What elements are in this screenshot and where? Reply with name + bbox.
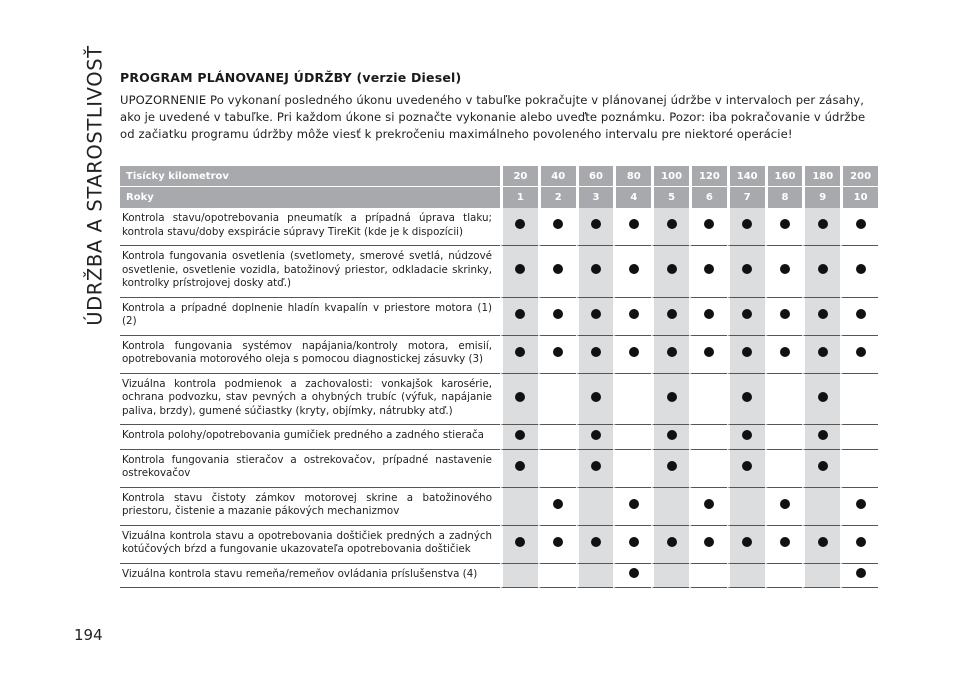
schedule-cell [689,526,727,564]
schedule-cell [538,336,576,374]
schedule-cell [613,564,651,589]
schedule-cell [689,425,727,450]
filled-circle-icon [742,392,752,402]
filled-circle-icon [780,347,790,357]
filled-circle-icon [818,430,828,440]
filled-circle-icon [856,347,866,357]
header-km-6: 140 [727,166,765,187]
filled-circle-icon [818,264,828,274]
filled-circle-icon [629,309,639,319]
filled-circle-icon [515,461,525,471]
filled-circle-icon [629,219,639,229]
filled-circle-icon [553,219,563,229]
schedule-cell [651,298,689,336]
schedule-cell [727,336,765,374]
filled-circle-icon [704,264,714,274]
filled-circle-icon [856,499,866,509]
filled-circle-icon [591,309,601,319]
schedule-cell [613,425,651,450]
filled-circle-icon [704,347,714,357]
schedule-cell [651,425,689,450]
filled-circle-icon [553,537,563,547]
schedule-cell [727,526,765,564]
row-description: Kontrola fungovania systémov napájania/kontroly motora, emisií, opotrebovania motorového oleja s pomocou diagnostickej zásuvky (3) [120,336,500,374]
header-years-label: Roky [120,187,500,208]
schedule-cell [727,298,765,336]
schedule-cell [840,208,878,246]
filled-circle-icon [780,219,790,229]
schedule-cell [802,336,840,374]
schedule-cell [802,298,840,336]
header-year-7: 8 [765,187,803,208]
filled-circle-icon [667,264,677,274]
schedule-cell [538,488,576,526]
schedule-cell [765,208,803,246]
schedule-cell [802,374,840,426]
schedule-cell [765,488,803,526]
table-row [120,246,878,298]
header-km-2: 60 [576,166,614,187]
filled-circle-icon [856,264,866,274]
schedule-cell [765,526,803,564]
table-row [120,488,878,526]
header-row-kilometers [120,166,878,187]
schedule-cell [576,564,614,589]
schedule-cell [802,208,840,246]
row-description: Vizuálna kontrola stavu remeňa/remeňov ovládania príslušenstva (4) [120,564,500,589]
filled-circle-icon [704,309,714,319]
schedule-cell [651,208,689,246]
filled-circle-icon [818,347,828,357]
schedule-cell [500,208,538,246]
schedule-cell [538,526,576,564]
header-km-8: 180 [802,166,840,187]
filled-circle-icon [515,347,525,357]
schedule-cell [765,246,803,298]
filled-circle-icon [515,309,525,319]
header-year-3: 4 [613,187,651,208]
schedule-cell [613,208,651,246]
schedule-cell [765,450,803,488]
filled-circle-icon [818,309,828,319]
schedule-cell [840,336,878,374]
filled-circle-icon [856,219,866,229]
schedule-cell [538,425,576,450]
filled-circle-icon [780,264,790,274]
filled-circle-icon [742,430,752,440]
header-km-4: 100 [651,166,689,187]
header-km-label: Tisícky kilometrov [120,166,500,187]
table-row [120,526,878,564]
schedule-cell [727,246,765,298]
schedule-cell [840,425,878,450]
filled-circle-icon [856,568,866,578]
filled-circle-icon [591,347,601,357]
schedule-cell [500,488,538,526]
schedule-cell [576,336,614,374]
schedule-cell [651,336,689,374]
side-chapter-title-text: ÚDRŽBA A STAROSTLIVOSŤ [83,44,107,326]
schedule-body [120,208,878,588]
schedule-cell [840,564,878,589]
filled-circle-icon [553,264,563,274]
filled-circle-icon [780,499,790,509]
filled-circle-icon [515,430,525,440]
filled-circle-icon [818,219,828,229]
schedule-cell [840,298,878,336]
schedule-cell [576,450,614,488]
filled-circle-icon [591,430,601,440]
schedule-cell [689,488,727,526]
row-description: Kontrola fungovania osvetlenia (svetlomety, smerové svetlá, núdzové osvetlenie, osvetlenie vozidla, batožinový priestor, odkladacie skrinky, kontrolky prístrojovej dosky atď.) [120,246,500,298]
filled-circle-icon [742,461,752,471]
filled-circle-icon [667,219,677,229]
page-number: 194 [74,626,103,644]
row-description: Kontrola a prípadné doplnenie hladín kvapalín v priestore motora (1) (2) [120,298,500,336]
schedule-cell [689,246,727,298]
filled-circle-icon [742,309,752,319]
schedule-cell [500,425,538,450]
schedule-cell [613,336,651,374]
filled-circle-icon [742,537,752,547]
table-row [120,336,878,374]
table-row [120,450,878,488]
schedule-cell [613,246,651,298]
header-year-9: 10 [840,187,878,208]
schedule-cell [500,564,538,589]
filled-circle-icon [818,461,828,471]
schedule-cell [651,246,689,298]
filled-circle-icon [629,264,639,274]
schedule-cell [765,425,803,450]
schedule-cell [500,450,538,488]
schedule-cell [765,374,803,426]
filled-circle-icon [742,219,752,229]
filled-circle-icon [515,219,525,229]
schedule-cell [840,374,878,426]
schedule-cell [651,564,689,589]
filled-circle-icon [780,537,790,547]
header-year-1: 2 [538,187,576,208]
table-row [120,425,878,450]
header-km-3: 80 [613,166,651,187]
schedule-cell [689,298,727,336]
schedule-cell [689,450,727,488]
table-row [120,298,878,336]
filled-circle-icon [667,347,677,357]
filled-circle-icon [591,537,601,547]
schedule-cell [651,450,689,488]
filled-circle-icon [515,392,525,402]
schedule-cell [576,208,614,246]
filled-circle-icon [667,461,677,471]
schedule-cell [538,450,576,488]
schedule-cell [727,208,765,246]
schedule-cell [613,488,651,526]
section-title: PROGRAM PLÁNOVANEJ ÚDRŽBY (verzie Diesel) [120,70,462,85]
schedule-cell [613,526,651,564]
schedule-cell [576,374,614,426]
intro-paragraph: UPOZORNENIE Po vykonaní posledného úkonu uvedeného v tabuľke pokračujte v plánovanej údržbe v intervaloch per zásahy, ako je uvedené v tabuľke. Pri každom úkone si poznačte vykonanie alebo uveďte poznámku. Pozor: iba pokračovanie v údržbe od začiatku programu údržby môže viesť k prekročeniu maximálneho povoleného intervalu pre niektoré operácie! [120,93,866,141]
schedule-cell [840,526,878,564]
schedule-cell [802,425,840,450]
header-km-0: 20 [500,166,538,187]
table-row [120,374,878,426]
schedule-cell [613,450,651,488]
schedule-cell [500,374,538,426]
schedule-cell [727,374,765,426]
row-description: Kontrola fungovania stieračov a ostrekovačov, prípadné nastavenie ostrekovačov [120,450,500,488]
schedule-cell [576,298,614,336]
schedule-cell [651,526,689,564]
schedule-cell [689,336,727,374]
schedule-cell [613,374,651,426]
row-description: Kontrola polohy/opotrebovania gumičiek predného a zadného stierača [120,425,500,450]
header-year-5: 6 [689,187,727,208]
filled-circle-icon [591,392,601,402]
schedule-cell [613,298,651,336]
schedule-cell [576,488,614,526]
table-row [120,564,878,589]
filled-circle-icon [818,537,828,547]
header-year-4: 5 [651,187,689,208]
filled-circle-icon [667,309,677,319]
schedule-cell [765,336,803,374]
schedule-cell [765,298,803,336]
header-year-0: 1 [500,187,538,208]
filled-circle-icon [742,264,752,274]
schedule-cell [576,526,614,564]
header-km-5: 120 [689,166,727,187]
filled-circle-icon [591,219,601,229]
filled-circle-icon [629,347,639,357]
schedule-cell [840,246,878,298]
schedule-cell [538,374,576,426]
row-description: Kontrola stavu čistoty zámkov motorovej skrine a batožinového priestoru, čistenie a mazanie pákových mechanizmov [120,488,500,526]
filled-circle-icon [704,219,714,229]
filled-circle-icon [515,264,525,274]
schedule-cell [802,450,840,488]
filled-circle-icon [704,499,714,509]
schedule-cell [802,564,840,589]
schedule-cell [727,450,765,488]
filled-circle-icon [629,568,639,578]
filled-circle-icon [742,347,752,357]
schedule-cell [651,488,689,526]
row-description: Kontrola stavu/opotrebovania pneumatík a prípadná úprava tlaku; kontrola stavu/doby exspirácie súpravy TireKit (kde je k dispozícii) [120,208,500,246]
maintenance-schedule-table [120,166,878,588]
header-row-years [120,187,878,208]
filled-circle-icon [704,537,714,547]
filled-circle-icon [667,430,677,440]
schedule-cell [689,374,727,426]
table-row [120,208,878,246]
filled-circle-icon [856,309,866,319]
schedule-cell [500,336,538,374]
schedule-cell [500,526,538,564]
main-content [120,70,878,143]
schedule-cell [727,564,765,589]
header-km-7: 160 [765,166,803,187]
filled-circle-icon [818,392,828,402]
filled-circle-icon [553,347,563,357]
schedule-cell [802,246,840,298]
filled-circle-icon [856,537,866,547]
filled-circle-icon [629,499,639,509]
schedule-cell [538,208,576,246]
filled-circle-icon [553,499,563,509]
schedule-cell [500,298,538,336]
schedule-cell [538,298,576,336]
filled-circle-icon [667,392,677,402]
schedule-cell [802,526,840,564]
filled-circle-icon [780,309,790,319]
schedule-cell [802,488,840,526]
header-year-2: 3 [576,187,614,208]
filled-circle-icon [553,309,563,319]
schedule-cell [576,246,614,298]
filled-circle-icon [515,537,525,547]
header-year-6: 7 [727,187,765,208]
header-km-1: 40 [538,166,576,187]
schedule-cell [538,564,576,589]
schedule-cell [689,564,727,589]
schedule-cell [500,246,538,298]
schedule-cell [576,425,614,450]
filled-circle-icon [667,537,677,547]
schedule-cell [840,488,878,526]
schedule-cell [840,450,878,488]
side-chapter-title [80,40,110,330]
filled-circle-icon [591,461,601,471]
row-description: Vizuálna kontrola stavu a opotrebovania doštičiek predných a zadných kotúčových bŕzd a fungovanie ukazovateľa opotrebovania doštičiek [120,526,500,564]
header-km-9: 200 [840,166,878,187]
schedule-cell [689,208,727,246]
filled-circle-icon [591,264,601,274]
schedule-cell [765,564,803,589]
filled-circle-icon [629,537,639,547]
row-description: Vizuálna kontrola podmienok a zachovalosti: vonkajšok karosérie, ochrana podvozku, stav pevných a ohybných trubíc (výfuk, napájanie paliva, brzdy), gumené súčiastky (kryty, objímky, nátrubky atď.) [120,374,500,426]
schedule-cell [727,488,765,526]
schedule-cell [538,246,576,298]
header-year-8: 9 [802,187,840,208]
schedule-cell [727,425,765,450]
schedule-cell [651,374,689,426]
